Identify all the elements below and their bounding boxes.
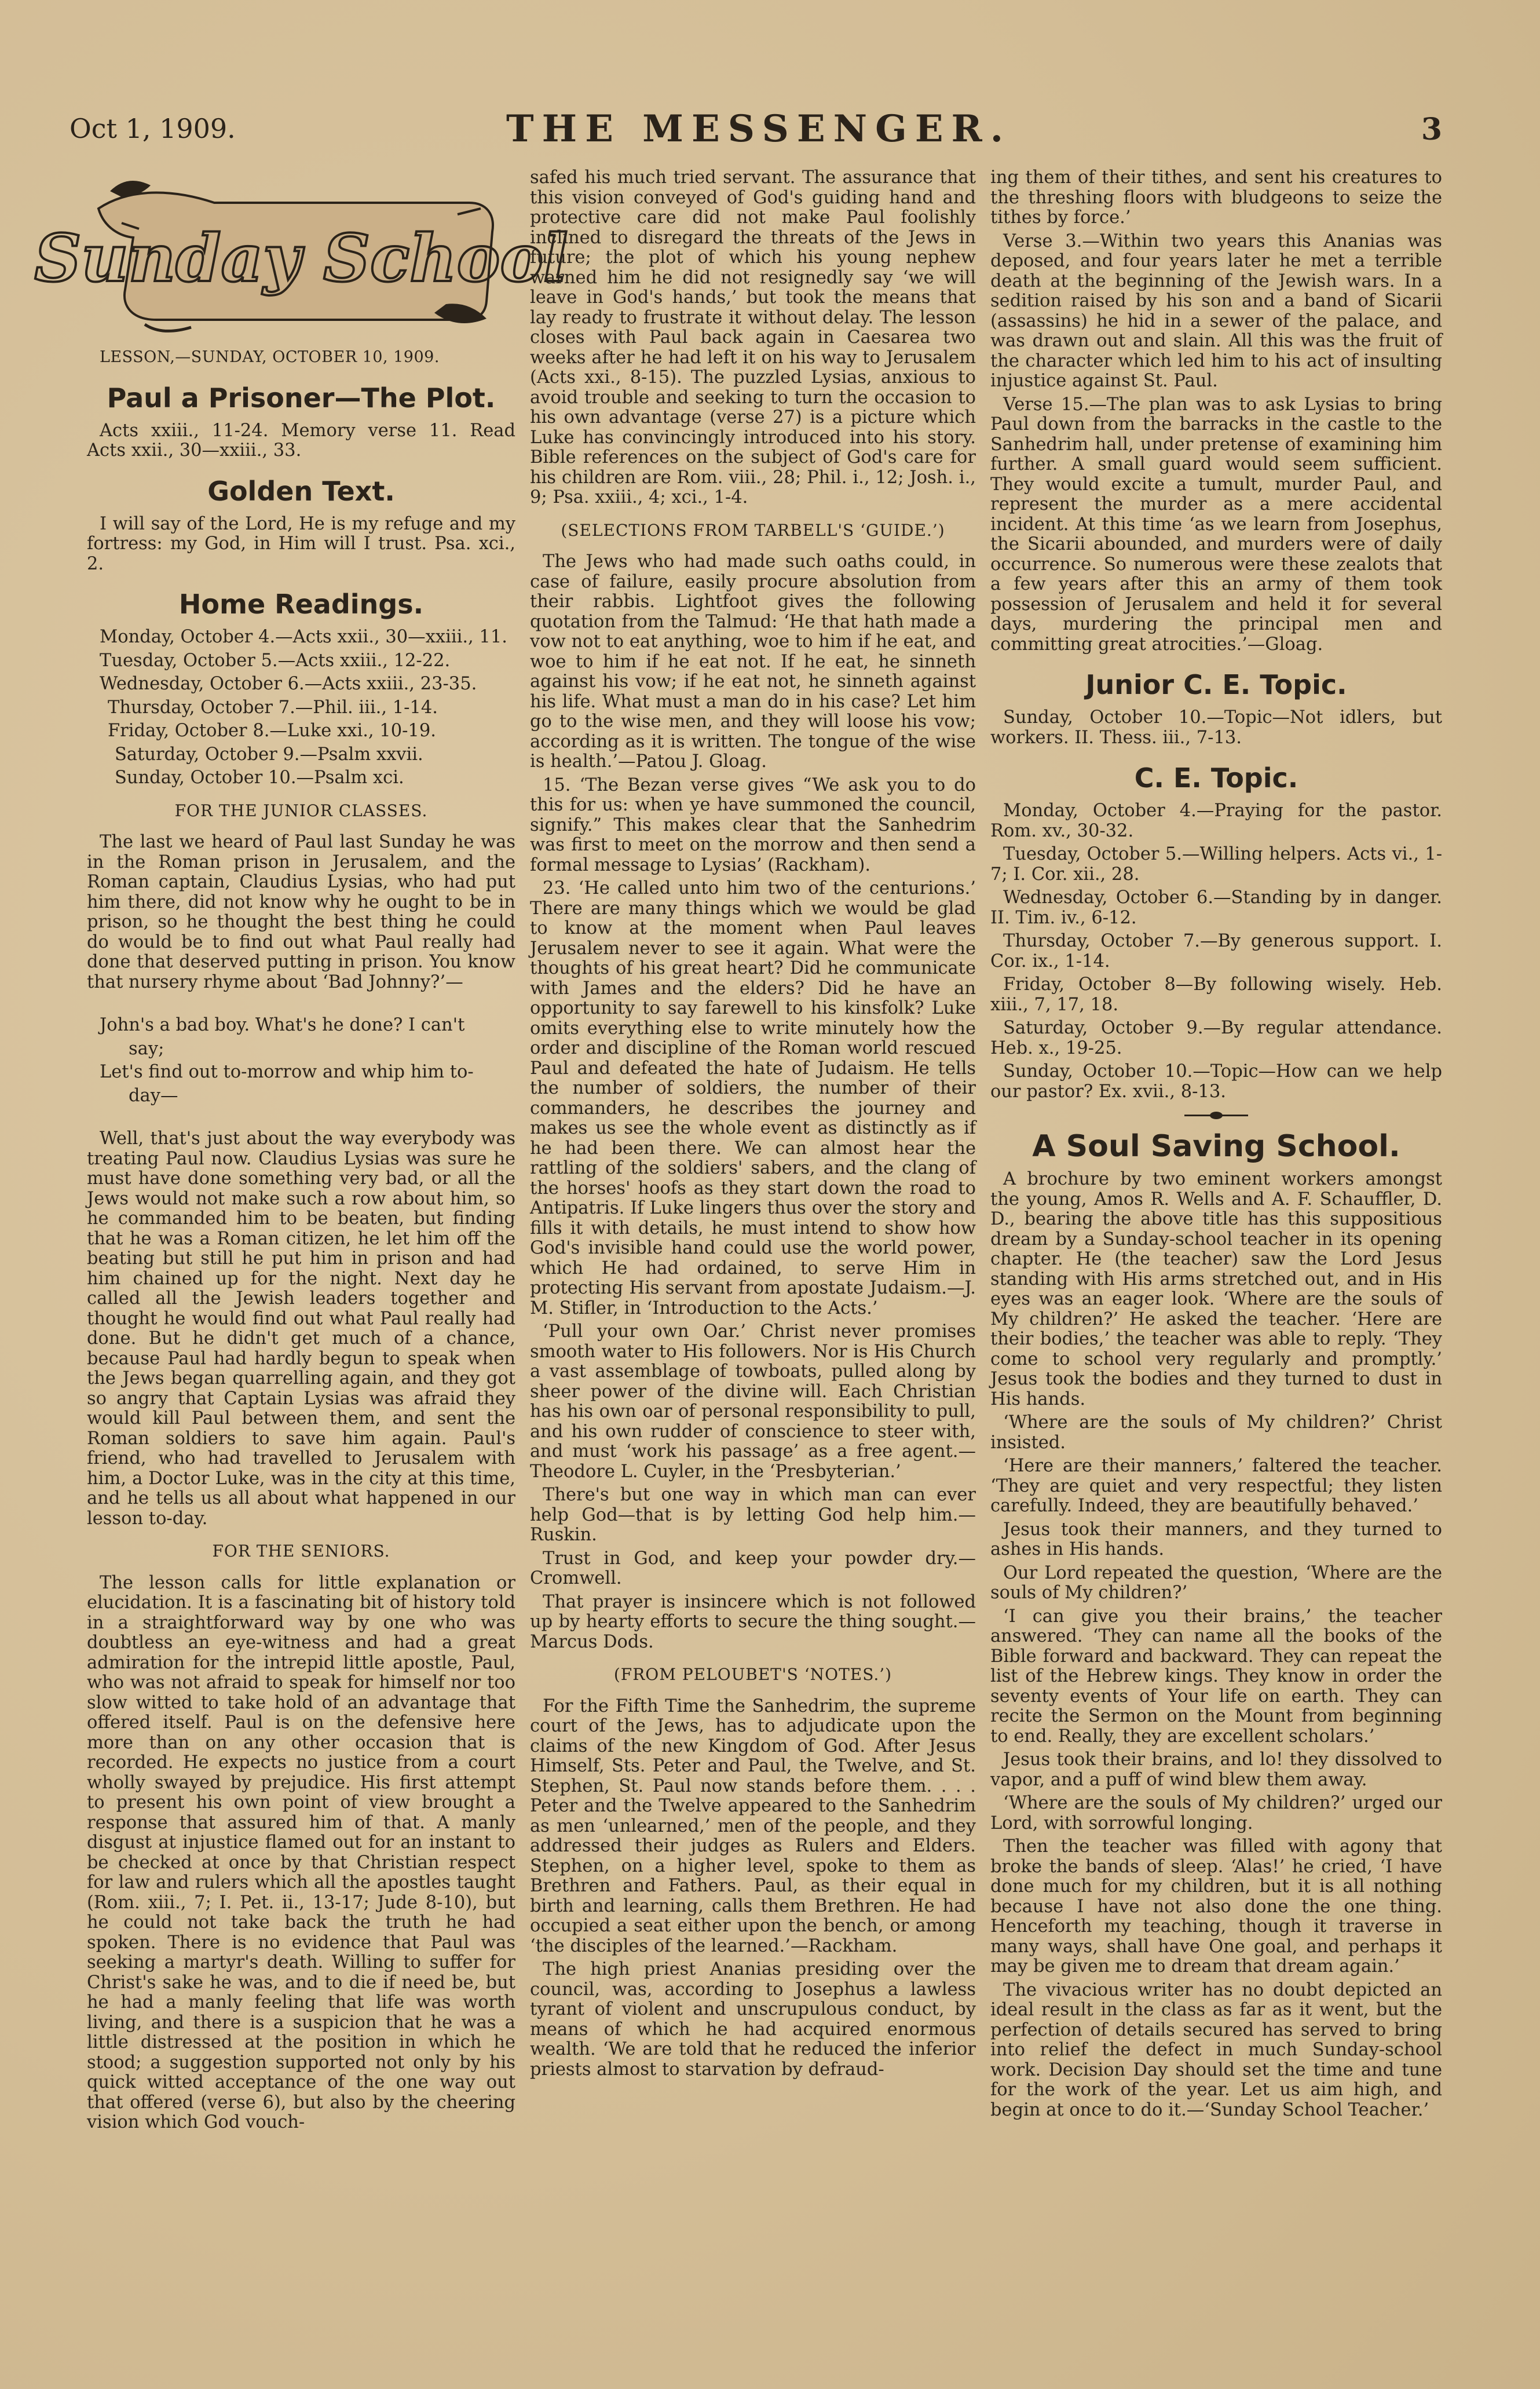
soul-paragraph: ‘Here are their manners,’ faltered the teacher. ‘They are quiet and very respectful; they listen carefully. Indeed, they are beautifully behaved.’ xyxy=(990,1456,1442,1516)
running-head xyxy=(69,107,1448,154)
newspaper-title: THE MESSENGER. xyxy=(506,107,1011,151)
lesson-date-line: LESSON,—SUNDAY, OCTOBER 10, 1909. xyxy=(100,348,440,366)
junior-ce-heading: Junior C. E. Topic. xyxy=(1085,669,1347,700)
column-3 xyxy=(990,168,1442,2124)
rhyme-line: John's a bad boy. What's he done? I can't xyxy=(100,1015,465,1035)
peloubet-heading: (FROM PELOUBET'S ‘NOTES.’) xyxy=(613,1665,892,1684)
lesson-title: Paul a Prisoner—The Plot. xyxy=(107,382,496,414)
soul-paragraph: ‘I can give you their brains,’ the teacher answered. ‘They can name all the books of the Bible forward and backward. They can repeat the list of the Hebrew kings. They know in order the seventy events of Your life on earth. They can recite the Sermon on the Mount from beginning to end. Really, they are excellent scholars.’ xyxy=(990,1606,1442,1747)
body-paragraph: Verse 3.—Within two years this Ananias was deposed, and four years later he met a terrible death at the beginning of the Jewish wars. In a sedition raised by his son and a band of Sicarii (assassins) he hid in a sewer of the palace, and was drawn out and slain. All this was the fruit of the character which led him to his act of insulting injustice against St. Paul. xyxy=(990,231,1442,391)
ce-topic-item: Tuesday, October 5.—Willing helpers. Acts vi., 1-7; I. Cor. xii., 28. xyxy=(990,844,1442,885)
body-paragraph: There's but one way in which man can ever help God—that is by letting God help him.—Ruskin. xyxy=(530,1485,976,1545)
soul-paragraph: Jesus took their brains, and lo! they dissolved to vapor, and a puff of wind blew them away. xyxy=(990,1749,1442,1790)
junior-classes-heading: FOR THE JUNIOR CLASSES. xyxy=(174,801,428,820)
reading-item: Monday, October 4.—Acts xxii., 30—xxiii., 11. xyxy=(100,627,507,647)
reading-item: Wednesday, October 6.—Acts xxiii., 23-35. xyxy=(100,674,477,694)
reading-item: Thursday, October 7.—Phil. iii., 1-14. xyxy=(108,697,438,718)
column-1 xyxy=(34,168,568,2136)
rhyme-line: say; xyxy=(129,1038,164,1059)
body-paragraph: For the Fifth Time the Sanhedrim, the supreme court of the Jews, has to adjudicate upon the claims of the new Kingdom of God. After Jesus Himself, Sts. Peter and Paul, the Twelve, and St. Stephen, St. Paul now stands before them. . . . Peter and the Twelve appeared to the Sanhedrim as men ‘unlearned,’ men of the people, and they addressed their judges as Rulers and Elders. Stephen, on a higher level, spoke to them as Brethren and Fathers. Paul, as their equal in birth and learning, calls them Brethren. He had occupied a seat either upon the bench, or among ‘the disciples of the learned.’—Rackham. xyxy=(530,1696,976,1956)
svg-text:Sunday School: Sunday School xyxy=(34,221,568,297)
section-divider xyxy=(1184,1115,1248,1116)
soul-paragraph: Our Lord repeated the question, ‘Where are the souls of My children?’ xyxy=(990,1562,1442,1603)
soul-paragraph: A brochure by two eminent workers amongst the young, Amos R. Wells and A. F. Schauffler, D. D., bearing the above title has this suppositious dream by a Sunday-school teacher in its opening chapter. He (the teacher) saw the Lord Jesus standing with His arms stretched out, and in His eyes was an eager look. ‘Where are the souls of My children?’ He asked the teacher. ‘Here are their bodies,’ the teacher was able to reply. ‘They come to school very regularly and promptly.’ Jesus took the bodies and they turned to dust in His hands. xyxy=(990,1169,1442,1409)
golden-text-heading: Golden Text. xyxy=(207,475,395,507)
body-paragraph: That prayer is insincere which is not followed up by hearty efforts to secure the thing sought.—Marcus Dods. xyxy=(530,1591,976,1652)
soul-paragraph: The vivacious writer has no doubt depicted an ideal result in the class as far as it went, but the perfection of details secured has served to bring into relief the defect in much Sunday-school work. Decision Day should set the time and tune for the work of the year. Let us aim high, and begin at once to do it.—‘Sunday School Teacher.’ xyxy=(990,1979,1442,2120)
ce-topic-item: Wednesday, October 6.—Standing by in danger. II. Tim. iv., 6-12. xyxy=(990,887,1442,928)
ce-topic-item: Monday, October 4.—Praying for the pastor. Rom. xv., 30-32. xyxy=(990,801,1442,841)
page-number: 3 xyxy=(1421,112,1442,147)
sunday-school-logo-art xyxy=(34,168,568,342)
soul-paragraph: ‘Where are the souls of My children?’ Christ insisted. xyxy=(990,1412,1442,1453)
ce-topic-item: Thursday, October 7.—By generous support. I. Cor. ix., 1-14. xyxy=(990,931,1442,971)
junior-paragraph: Well, that's just about the way everybody was treating Paul now. Claudius Lysias was sure he must have done something very bad, or all the Jews would not make such a row about him, so he commanded him to be beaten, but finding that he was a Roman citizen, he let him off the beating but still he put him in prison and had him chained up for the night. Next day he called all the Jewish leaders together and thought he would find out what Paul really had done. But he didn't get much of a chance, because Paul had hardly begun to speak when the Jews began quarrelling again, and they got so angry that Captain Lysias was afraid they would kill Paul between them, and sent the Roman soldiers to save him again. Paul's friend, who had travelled to Jerusalem with him, a Doctor Luke, was in the city at this time, and he tells us all about what happened in our lesson to-day. xyxy=(87,1128,515,1529)
body-paragraph: Verse 15.—The plan was to ask Lysias to bring Paul down from the barracks in the castle to the Sanhedrim hall, under pretense of examining him further. A small guard would seem sufficient. They would excite a tumult, murder Paul, and represent the murder as a mere accidental incident. At this time ‘as we learn from Josephus, the Sicarii abounded, and murders were of daily occurrence. So numerous were these zealots that a few years after this an army of them took possession of Jerusalem and held it for several days, murdering the principal men and committing great atrocities.’—Gloag. xyxy=(990,394,1442,655)
body-paragraph: ‘Pull your own Oar.’ Christ never promises smooth water to His followers. Nor is His Church a vast assemblage of towboats, pulled along by sheer power of the divine will. Each Christian has his own oar of personal responsibility to pull, and his own rudder of conscience to steer with, and must ‘work his passage’ as a free agent.—Theodore L. Cuyler, in the ‘Presbyterian.’ xyxy=(530,1321,976,1482)
soul-saving-heading: A Soul Saving School. xyxy=(1032,1129,1400,1164)
body-paragraph: 15. ‘The Bezan verse gives “We ask you to do this for us: when ye have summoned the council, signify.” This makes clear that the Sanhedrim was first to meet on the morrow and then send a formal message to Lysias’ (Rackham). xyxy=(530,775,976,875)
seniors-heading: FOR THE SENIORS. xyxy=(212,1541,390,1561)
issue-date: Oct 1, 1909. xyxy=(69,113,236,144)
rhyme-line: Let's find out to-morrow and whip him to- xyxy=(100,1062,474,1082)
lesson-references: Acts xxiii., 11-24. Memory verse 11. Read Acts xxii., 30—xxiii., 33. xyxy=(87,420,515,461)
tarbell-heading: (SELECTIONS FROM TARBELL'S ‘GUIDE.’) xyxy=(561,520,945,540)
body-paragraph: ing them of their tithes, and sent his creatures to the threshing floors with bludgeons to seize the tithes by force.’ xyxy=(990,167,1442,228)
seniors-paragraph: The lesson calls for little explanation or elucidation. It is a fascinating bit of history told in a straightforward way by one who was doubtless an eye-witness and had a great admiration for the intrepid little apostle, Paul, who was not afraid to speak for himself nor too slow witted to take hold of an advantage that offered itself. Paul is on the defensive here more than on any other occasion that is recorded. He expects no justice from a court wholly swayed by prejudice. His first attempt to present his own point of view brought a response that assured him of that. A manly disgust at injustice flamed out for an instant to be checked at once by that Christian respect for law and rulers which all the apostles taught (Rom. xiii., 7; I. Pet. ii., 13-17; Jude 8-10), but he could not take back the truth he had spoken. There is no evidence that Paul was seeking a martyr's death. Willing to suffer for Christ's sake he was, and to die if need be, but he had a manly feeling that life was worth living, and there is a suspicion that he was a little distressed at the position in which he stood; a suggestion supported not only by his quick witted acceptance of the one way out that offered (verse 6), but also by the cheering vision which God vouch- xyxy=(87,1572,515,2132)
reading-item: Saturday, October 9.—Psalm xxvii. xyxy=(115,744,423,765)
soul-paragraph: Then the teacher was filled with agony that broke the bands of sleep. ‘Alas!’ he cried, ‘I have done much for my children, but it is all nothing because I have not also done the one thing. Henceforth my teaching, though it traverse in many ways, shall have One goal, and perhaps it may be given me to dream that dream again.’ xyxy=(990,1836,1442,1977)
junior-ce-text: Sunday, October 10.—Topic—Not idlers, but workers. II. Thess. iii., 7-13. xyxy=(990,707,1442,748)
ce-topic-item: Saturday, October 9.—By regular attendance. Heb. x., 19-25. xyxy=(990,1018,1442,1058)
reading-item: Sunday, October 10.—Psalm xci. xyxy=(115,768,404,788)
junior-paragraph: The last we heard of Paul last Sunday he was in the Roman prison in Jerusalem, and the Roman captain, Claudius Lysias, who had put him there, did not know why he ought to be in prison, so he thought the best thing he could do would be to find out what Paul really had done that deserved putting in prison. You know that nursery rhyme about ‘Bad Johnny?’— xyxy=(87,832,515,992)
reading-item: Friday, October 8.—Luke xxi., 10-19. xyxy=(108,721,436,741)
body-paragraph: safed his much tried servant. The assurance that this vision conveyed of God's guiding hand and protective care did not make Paul foolishly inclined to disregard the threats of the Jews in future; the plot of which his young nephew warned him he did not resignedly say ‘we will leave in God's hands,’ but took the means that lay ready to frustrate it without delay. The lesson closes with Paul back again in Caesarea two weeks after he had left it on his way to Jerusalem (Acts xxi., 8-15). The puzzled Lysias, anxious to avoid trouble and seeking to turn the occasion to his own advantage (verse 27) is a picture which Luke has convincingly introduced into his story. Bible references on the subject of God's care for his children are Rom. viii., 28; Phil. i., 12; Josh. i., 9; Psa. xxiii., 4; xci., 1-4. xyxy=(530,167,976,507)
home-readings-heading: Home Readings. xyxy=(178,589,424,620)
column-2 xyxy=(530,168,976,2083)
body-paragraph: The high priest Ananias presiding over the council, was, according to Josephus a lawless tyrant of violent and unscrupulous conduct, by means of which he had acquired enormous wealth. ‘We are told that he reduced the inferior priests almost to starvation by defraud- xyxy=(530,1959,976,2080)
ce-topic-item: Sunday, October 10.—Topic—How can we help our pastor? Ex. xvii., 8-13. xyxy=(990,1061,1442,1102)
body-paragraph: The Jews who had made such oaths could, in case of failure, easily procure absolution from their rabbis. Lightfoot gives the following quotation from the Talmud: ‘He that hath made a vow not to eat anything, woe to him if he eat, and woe to him if he eat not. If he eat, he sinneth against his vow; if he eat not, he sinneth against his life. What must a man do in his case? Let him go to the wise men, and they will loose his vow; according as it is written. The tongue of the wise is health.’—Patou J. Gloag. xyxy=(530,551,976,772)
soul-paragraph: ‘Where are the souls of My children?’ urged our Lord, with sorrowful longing. xyxy=(990,1793,1442,1833)
body-paragraph: Trust in God, and keep your powder dry.—Cromwell. xyxy=(530,1548,976,1588)
reading-item: Tuesday, October 5.—Acts xxiii., 12-22. xyxy=(100,650,451,671)
ce-topic-item: Friday, October 8—By following wisely. Heb. xiii., 7, 17, 18. xyxy=(990,974,1442,1015)
soul-paragraph: Jesus took their manners, and they turned to ashes in His hands. xyxy=(990,1519,1442,1559)
sunday-school-logo xyxy=(34,168,568,342)
golden-text: I will say of the Lord, He is my refuge and my fortress: my God, in Him will I trust. Psa. xci., 2. xyxy=(87,513,515,574)
rhyme-line: day— xyxy=(129,1085,178,1106)
body-paragraph: 23. ‘He called unto him two of the centurions.’ There are many things which we would be glad to know at the moment when Paul leaves Jerusalem never to see it again. What were the thoughts of his great heart? Did he communicate with James and the elders? Did he have an opportunity to say farewell to his kinsfolk? Luke omits everything else to write minutely how the order and discipline of the Roman world rescued Paul and defeated the hate of Judaism. He tells the number of soldiers, the number of their commanders, he describes the journey and makes us see the whole event as distinctly as if he had been there. We can almost hear the rattling of the soldiers' sabers, and the clang of the horses' hoofs as they start down the road to Antipatris. If Luke lingers thus over the story and fills it with details, he must intend to show how God's invisible hand could use the world power, which He had ordained, to serve Him in protecting His servant from apostate Judaism.—J. M. Stifler, in ‘Introduction to the Acts.’ xyxy=(530,878,976,1318)
ce-topic-heading: C. E. Topic. xyxy=(1134,762,1298,794)
